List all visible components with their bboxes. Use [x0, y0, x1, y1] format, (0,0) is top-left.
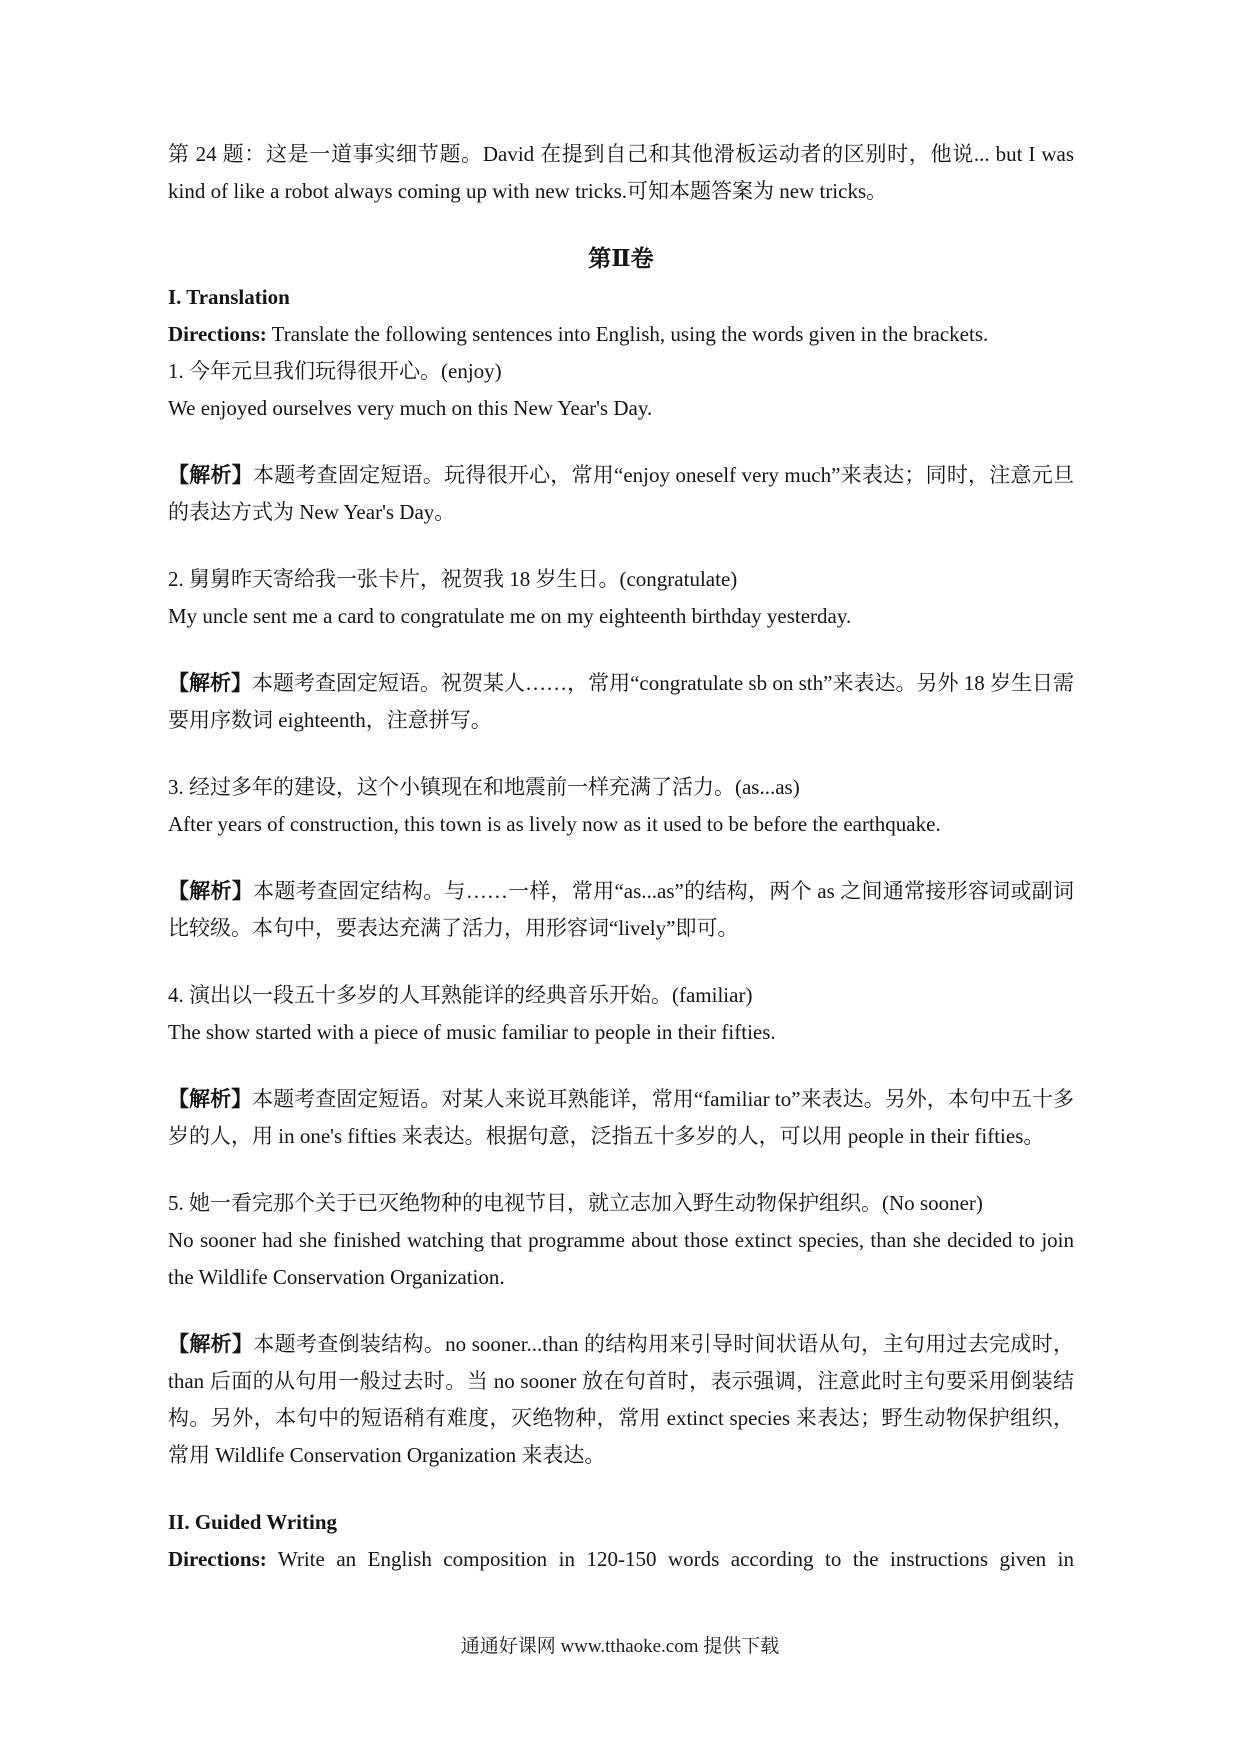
- translation-item-3: [168, 769, 1074, 947]
- answer-text: No sooner had she finished watching that programme about those extinct species, than she decided to join the Wildlife Conservation Organization.: [168, 1228, 1074, 1289]
- footer-watermark: 通通好课网 www.tthaoke.com 提供下载: [460, 1636, 780, 1657]
- analysis-label: 【解析】: [168, 1332, 254, 1356]
- question-24-note: 第 24 题：这是一道事实细节题。David 在提到自己和其他滑板运动者的区别时，他说... but I was kind of like a robot always coming up with new tricks.可知本题答案为 new tricks。: [168, 142, 1074, 203]
- analysis-label: 【解析】: [168, 879, 254, 903]
- translation-item-1: [168, 353, 1074, 531]
- answer-text: My uncle sent me a card to congratulate me on my eighteenth birthday yesterday.: [168, 604, 852, 628]
- answer-text: The show started with a piece of music familiar to people in their fifties.: [168, 1020, 776, 1044]
- directions-label: Directions:: [168, 322, 267, 346]
- analysis-paragraph: [168, 873, 1074, 947]
- directions-label: Directions:: [168, 1547, 267, 1571]
- question-text: 1. 今年元旦我们玩得很开心。(enjoy): [168, 359, 502, 383]
- analysis-body: 本题考查固定短语。祝贺某人……，常用“congratulate sb on sth”来表达。另外 18 岁生日需要用序数词 eighteenth，注意拼写。: [168, 671, 1074, 732]
- question-text: 2. 舅舅昨天寄给我一张卡片，祝贺我 18 岁生日。(congratulate): [168, 567, 738, 591]
- analysis-body: 本题考查固定短语。玩得很开心，常用“enjoy oneself very much”来表达；同时，注意元旦的表达方式为 New Year's Day。: [168, 463, 1075, 524]
- analysis-label: 【解析】: [168, 463, 253, 487]
- answer-text: We enjoyed ourselves very much on this New Year's Day.: [168, 396, 653, 420]
- question-text: 4. 演出以一段五十多岁的人耳熟能详的经典音乐开始。(familiar): [168, 983, 753, 1007]
- analysis-body: 本题考查固定结构。与……一样，常用“as...as”的结构，两个 as 之间通常接形容词或副词比较级。本句中，要表达充满了活力，用形容词“lively”即可。: [168, 879, 1074, 940]
- translation-item-2: [168, 561, 1074, 739]
- guided-writing-title: II. Guided Writing: [168, 1510, 338, 1534]
- directions-text: Translate the following sentences into English, using the words given in the brackets.: [266, 322, 989, 346]
- analysis-body: 本题考查固定短语。对某人来说耳熟能详，常用“familiar to”来表达。另外，本句中五十多岁的人，用 in one's fifties 来表达。根据句意，泛指五十多岁的人，可以用 people in their fifties。: [168, 1087, 1074, 1148]
- question-text: 5. 她一看完那个关于已灭绝物种的电视节目，就立志加入野生动物保护组织。(No sooner): [168, 1191, 983, 1215]
- part-2-heading: 第Ⅱ卷: [588, 246, 654, 271]
- directions-text: Write an English composition in 120-150 words according to the instructions given in: [266, 1547, 1074, 1571]
- analysis-body: 本题考查倒装结构。no sooner...than 的结构用来引导时间状语从句，主句用过去完成时，than 后面的从句用一般过去时。当 no sooner 放在句首时，表示强调，注意此时主句要采用倒装结构。另外，本句中的短语稍有难度，灭绝物种，常用 extinct species 来表达；野生动物保护组织，常用 Wildlife Conservation Organization 来表达。: [168, 1332, 1075, 1467]
- answer-text: After years of construction, this town is as lively now as it used to be before the earthquake.: [168, 812, 941, 836]
- translation-item-4: [168, 977, 1074, 1155]
- analysis-paragraph: [168, 665, 1074, 739]
- question-text: 3. 经过多年的建设，这个小镇现在和地震前一样充满了活力。(as...as): [168, 775, 800, 799]
- translation-item-5: [168, 1185, 1074, 1474]
- analysis-label: 【解析】: [168, 671, 253, 695]
- analysis-paragraph: [168, 1326, 1074, 1474]
- translation-section-title: I. Translation: [168, 285, 290, 309]
- translation-directions: [168, 316, 1074, 353]
- analysis-paragraph: [168, 1081, 1074, 1155]
- analysis-paragraph: [168, 457, 1074, 531]
- guided-writing-directions: [168, 1541, 1074, 1578]
- analysis-label: 【解析】: [168, 1087, 253, 1111]
